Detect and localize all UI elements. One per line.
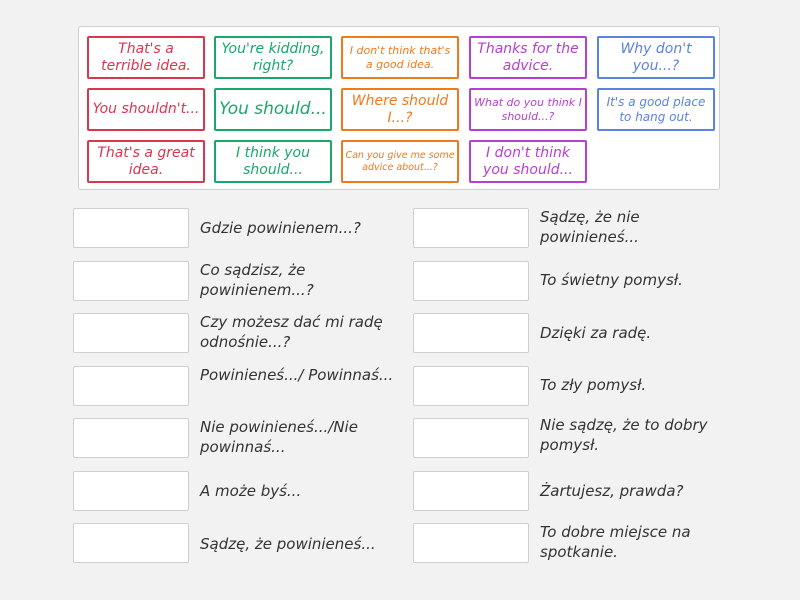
answer-tile[interactable]: You should... <box>214 88 332 131</box>
answer-tile[interactable]: It's a good place to hang out. <box>597 88 715 131</box>
answer-tile[interactable]: Why don't you...? <box>597 36 715 79</box>
prompt-label: Gdzie powinienem...? <box>200 219 361 237</box>
answer-bank <box>78 26 720 190</box>
answer-tile[interactable]: I don't think you should... <box>469 140 587 183</box>
prompt-label: Co sądzisz, że powinienem...? <box>200 261 314 300</box>
drop-slot[interactable] <box>413 208 529 248</box>
answer-tile[interactable]: You're kidding, right? <box>214 36 332 79</box>
prompt-label: Żartujesz, prawda? <box>540 482 684 500</box>
prompt-label: To dobre miejsce na spotkanie. <box>540 523 691 562</box>
answer-tile[interactable]: That's a great idea. <box>87 140 205 183</box>
drop-slot[interactable] <box>73 261 189 301</box>
prompt-label: Czy możesz dać mi radę odnośnie...? <box>200 313 383 352</box>
drop-slot[interactable] <box>73 418 189 458</box>
prompt-label: Nie powinieneś.../Nie powinnaś... <box>200 418 358 457</box>
drop-slot[interactable] <box>413 523 529 563</box>
prompt-label: Sądzę, że nie powinieneś... <box>540 208 640 247</box>
drop-slot[interactable] <box>73 208 189 248</box>
drop-slot[interactable] <box>413 366 529 406</box>
prompt-label: Powinieneś.../ Powinnaś... <box>200 366 394 384</box>
drop-slot[interactable] <box>73 366 189 406</box>
drop-slot[interactable] <box>413 261 529 301</box>
drop-slot[interactable] <box>413 471 529 511</box>
answer-tile[interactable]: Can you give me some advice about...? <box>341 140 459 183</box>
prompt-label: Nie sądzę, że to dobry pomysł. <box>540 416 708 455</box>
answer-tile[interactable]: What do you think I should...? <box>469 88 587 131</box>
drop-slot[interactable] <box>73 313 189 353</box>
answer-tile[interactable]: Thanks for the advice. <box>469 36 587 79</box>
answer-tile[interactable]: That's a terrible idea. <box>87 36 205 79</box>
answer-tile[interactable]: I think you should... <box>214 140 332 183</box>
prompt-label: Dzięki za radę. <box>540 324 652 342</box>
answer-tile[interactable]: I don't think that's a good idea. <box>341 36 459 79</box>
prompt-label: To świetny pomysł. <box>540 271 683 289</box>
prompt-label: A może byś... <box>200 482 302 500</box>
drop-slot[interactable] <box>413 313 529 353</box>
answer-tile[interactable]: Where should I...? <box>341 88 459 131</box>
prompt-label: To zły pomysł. <box>540 376 647 394</box>
drop-slot[interactable] <box>73 523 189 563</box>
prompt-label: Sądzę, że powinieneś... <box>200 535 376 553</box>
drop-slot[interactable] <box>73 471 189 511</box>
drop-slot[interactable] <box>413 418 529 458</box>
answer-tile[interactable]: You shouldn't... <box>87 88 205 131</box>
